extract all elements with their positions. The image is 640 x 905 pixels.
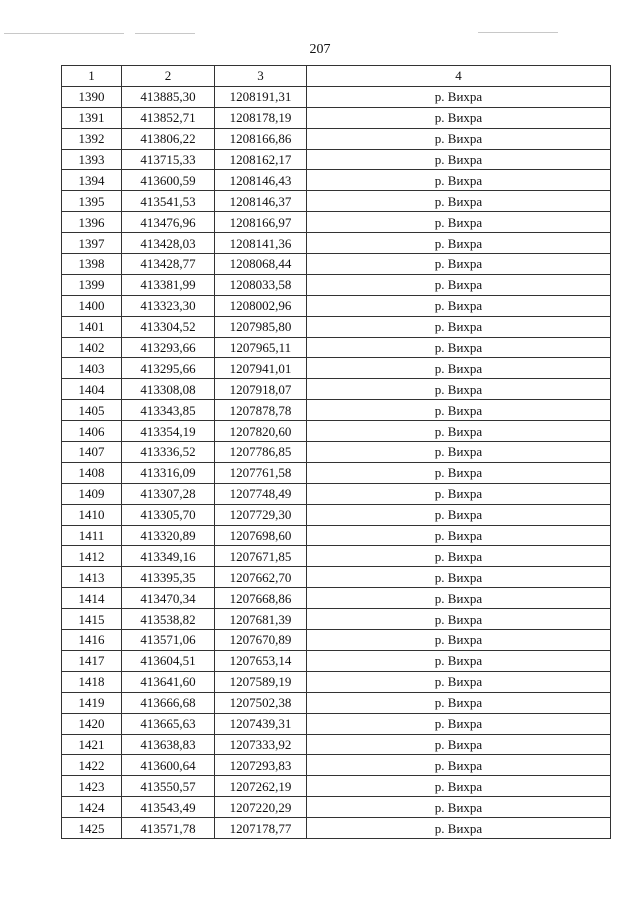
point-number-cell: 1422 (62, 755, 122, 776)
y-coordinate-cell: 1207786,85 (215, 442, 307, 463)
y-coordinate-cell: 1208146,43 (215, 170, 307, 191)
table-row (62, 254, 611, 275)
table-row (62, 483, 611, 504)
point-number-cell: 1393 (62, 149, 122, 170)
x-coordinate-cell: 413604,51 (122, 650, 215, 671)
table-row (62, 191, 611, 212)
x-coordinate-cell: 413476,96 (122, 212, 215, 233)
table-row (62, 755, 611, 776)
x-coordinate-cell: 413308,08 (122, 379, 215, 400)
y-coordinate-cell: 1207293,83 (215, 755, 307, 776)
point-number-cell: 1418 (62, 671, 122, 692)
point-number-cell: 1392 (62, 128, 122, 149)
y-coordinate-cell: 1207681,39 (215, 609, 307, 630)
x-coordinate-cell: 413641,60 (122, 671, 215, 692)
x-coordinate-cell: 413316,09 (122, 462, 215, 483)
point-number-cell: 1402 (62, 337, 122, 358)
table-row (62, 797, 611, 818)
y-coordinate-cell: 1207878,78 (215, 400, 307, 421)
x-coordinate-cell: 413538,82 (122, 609, 215, 630)
table-row (62, 212, 611, 233)
x-coordinate-cell: 413600,64 (122, 755, 215, 776)
description-cell: р. Вихра (307, 149, 611, 170)
point-number-cell: 1423 (62, 776, 122, 797)
description-cell: р. Вихра (307, 170, 611, 191)
point-number-cell: 1414 (62, 588, 122, 609)
description-cell: р. Вихра (307, 400, 611, 421)
scan-artifact (4, 33, 124, 34)
y-coordinate-cell: 1208178,19 (215, 107, 307, 128)
x-coordinate-cell: 413293,66 (122, 337, 215, 358)
point-number-cell: 1390 (62, 86, 122, 107)
point-number-cell: 1398 (62, 254, 122, 275)
description-cell: р. Вихра (307, 504, 611, 525)
y-coordinate-cell: 1207918,07 (215, 379, 307, 400)
y-coordinate-cell: 1208191,31 (215, 86, 307, 107)
table-row (62, 504, 611, 525)
point-number-cell: 1415 (62, 609, 122, 630)
description-cell: р. Вихра (307, 755, 611, 776)
table-row (62, 630, 611, 651)
table-row (62, 567, 611, 588)
table-row (62, 442, 611, 463)
y-coordinate-cell: 1208033,58 (215, 274, 307, 295)
y-coordinate-cell: 1208166,86 (215, 128, 307, 149)
column-header: 4 (307, 66, 611, 87)
x-coordinate-cell: 413354,19 (122, 421, 215, 442)
table-row (62, 295, 611, 316)
y-coordinate-cell: 1207965,11 (215, 337, 307, 358)
table-row (62, 546, 611, 567)
table-row (62, 588, 611, 609)
point-number-cell: 1396 (62, 212, 122, 233)
description-cell: р. Вихра (307, 379, 611, 400)
table-row (62, 650, 611, 671)
description-cell: р. Вихра (307, 212, 611, 233)
point-number-cell: 1413 (62, 567, 122, 588)
description-cell: р. Вихра (307, 358, 611, 379)
point-number-cell: 1419 (62, 692, 122, 713)
y-coordinate-cell: 1207333,92 (215, 734, 307, 755)
point-number-cell: 1412 (62, 546, 122, 567)
y-coordinate-cell: 1207820,60 (215, 421, 307, 442)
table-row (62, 692, 611, 713)
table-row (62, 149, 611, 170)
description-cell: р. Вихра (307, 567, 611, 588)
x-coordinate-cell: 413381,99 (122, 274, 215, 295)
table-row (62, 609, 611, 630)
description-cell: р. Вихра (307, 483, 611, 504)
coordinates-table (61, 65, 611, 839)
description-cell: р. Вихра (307, 546, 611, 567)
description-cell: р. Вихра (307, 818, 611, 839)
table-row (62, 818, 611, 839)
description-cell: р. Вихра (307, 442, 611, 463)
x-coordinate-cell: 413715,33 (122, 149, 215, 170)
description-cell: р. Вихра (307, 525, 611, 546)
point-number-cell: 1425 (62, 818, 122, 839)
y-coordinate-cell: 1208002,96 (215, 295, 307, 316)
description-cell: р. Вихра (307, 713, 611, 734)
description-cell: р. Вихра (307, 233, 611, 254)
description-cell: р. Вихра (307, 86, 611, 107)
table-row (62, 379, 611, 400)
table-row (62, 734, 611, 755)
x-coordinate-cell: 413305,70 (122, 504, 215, 525)
x-coordinate-cell: 413336,52 (122, 442, 215, 463)
description-cell: р. Вихра (307, 337, 611, 358)
point-number-cell: 1394 (62, 170, 122, 191)
x-coordinate-cell: 413666,68 (122, 692, 215, 713)
table-row (62, 525, 611, 546)
x-coordinate-cell: 413323,30 (122, 295, 215, 316)
table-row (62, 316, 611, 337)
x-coordinate-cell: 413541,53 (122, 191, 215, 212)
table-row (62, 776, 611, 797)
x-coordinate-cell: 413428,03 (122, 233, 215, 254)
point-number-cell: 1403 (62, 358, 122, 379)
point-number-cell: 1411 (62, 525, 122, 546)
table-row (62, 337, 611, 358)
x-coordinate-cell: 413806,22 (122, 128, 215, 149)
x-coordinate-cell: 413395,35 (122, 567, 215, 588)
y-coordinate-cell: 1207178,77 (215, 818, 307, 839)
description-cell: р. Вихра (307, 462, 611, 483)
x-coordinate-cell: 413550,57 (122, 776, 215, 797)
x-coordinate-cell: 413304,52 (122, 316, 215, 337)
x-coordinate-cell: 413307,28 (122, 483, 215, 504)
point-number-cell: 1391 (62, 107, 122, 128)
y-coordinate-cell: 1207671,85 (215, 546, 307, 567)
table-row (62, 86, 611, 107)
scan-artifact (135, 33, 195, 34)
table-body (62, 86, 611, 838)
description-cell: р. Вихра (307, 295, 611, 316)
y-coordinate-cell: 1207985,80 (215, 316, 307, 337)
table-row (62, 462, 611, 483)
x-coordinate-cell: 413600,59 (122, 170, 215, 191)
point-number-cell: 1397 (62, 233, 122, 254)
table-row (62, 358, 611, 379)
y-coordinate-cell: 1207502,38 (215, 692, 307, 713)
point-number-cell: 1404 (62, 379, 122, 400)
y-coordinate-cell: 1208141,36 (215, 233, 307, 254)
description-cell: р. Вихра (307, 609, 611, 630)
y-coordinate-cell: 1207729,30 (215, 504, 307, 525)
description-cell: р. Вихра (307, 107, 611, 128)
description-cell: р. Вихра (307, 274, 611, 295)
description-cell: р. Вихра (307, 734, 611, 755)
point-number-cell: 1410 (62, 504, 122, 525)
point-number-cell: 1417 (62, 650, 122, 671)
x-coordinate-cell: 413343,85 (122, 400, 215, 421)
description-cell: р. Вихра (307, 254, 611, 275)
column-header: 1 (62, 66, 122, 87)
point-number-cell: 1395 (62, 191, 122, 212)
point-number-cell: 1399 (62, 274, 122, 295)
column-header: 2 (122, 66, 215, 87)
point-number-cell: 1409 (62, 483, 122, 504)
point-number-cell: 1416 (62, 630, 122, 651)
y-coordinate-cell: 1207668,86 (215, 588, 307, 609)
page-number: 207 (309, 42, 331, 57)
point-number-cell: 1424 (62, 797, 122, 818)
point-number-cell: 1406 (62, 421, 122, 442)
table-header-row (62, 66, 611, 87)
point-number-cell: 1401 (62, 316, 122, 337)
x-coordinate-cell: 413571,06 (122, 630, 215, 651)
description-cell: р. Вихра (307, 421, 611, 442)
x-coordinate-cell: 413885,30 (122, 86, 215, 107)
y-coordinate-cell: 1207670,89 (215, 630, 307, 651)
y-coordinate-cell: 1207589,19 (215, 671, 307, 692)
table-row (62, 400, 611, 421)
point-number-cell: 1405 (62, 400, 122, 421)
table-row (62, 671, 611, 692)
x-coordinate-cell: 413543,49 (122, 797, 215, 818)
y-coordinate-cell: 1208068,44 (215, 254, 307, 275)
y-coordinate-cell: 1207761,58 (215, 462, 307, 483)
y-coordinate-cell: 1207220,29 (215, 797, 307, 818)
x-coordinate-cell: 413295,66 (122, 358, 215, 379)
y-coordinate-cell: 1207941,01 (215, 358, 307, 379)
description-cell: р. Вихра (307, 797, 611, 818)
table-row (62, 107, 611, 128)
description-cell: р. Вихра (307, 588, 611, 609)
table-row (62, 128, 611, 149)
description-cell: р. Вихра (307, 316, 611, 337)
description-cell: р. Вихра (307, 671, 611, 692)
table-row (62, 421, 611, 442)
y-coordinate-cell: 1207439,31 (215, 713, 307, 734)
scan-artifact (478, 32, 558, 33)
description-cell: р. Вихра (307, 776, 611, 797)
x-coordinate-cell: 413320,89 (122, 525, 215, 546)
x-coordinate-cell: 413665,63 (122, 713, 215, 734)
y-coordinate-cell: 1208162,17 (215, 149, 307, 170)
x-coordinate-cell: 413638,83 (122, 734, 215, 755)
table-row (62, 170, 611, 191)
point-number-cell: 1420 (62, 713, 122, 734)
y-coordinate-cell: 1207262,19 (215, 776, 307, 797)
x-coordinate-cell: 413428,77 (122, 254, 215, 275)
description-cell: р. Вихра (307, 128, 611, 149)
y-coordinate-cell: 1207748,49 (215, 483, 307, 504)
point-number-cell: 1400 (62, 295, 122, 316)
description-cell: р. Вихра (307, 692, 611, 713)
y-coordinate-cell: 1207653,14 (215, 650, 307, 671)
table-row (62, 233, 611, 254)
x-coordinate-cell: 413571,78 (122, 818, 215, 839)
column-header: 3 (215, 66, 307, 87)
table-row (62, 713, 611, 734)
x-coordinate-cell: 413470,34 (122, 588, 215, 609)
y-coordinate-cell: 1207662,70 (215, 567, 307, 588)
description-cell: р. Вихра (307, 191, 611, 212)
y-coordinate-cell: 1207698,60 (215, 525, 307, 546)
x-coordinate-cell: 413852,71 (122, 107, 215, 128)
point-number-cell: 1421 (62, 734, 122, 755)
x-coordinate-cell: 413349,16 (122, 546, 215, 567)
point-number-cell: 1408 (62, 462, 122, 483)
description-cell: р. Вихра (307, 630, 611, 651)
description-cell: р. Вихра (307, 650, 611, 671)
table-row (62, 274, 611, 295)
y-coordinate-cell: 1208166,97 (215, 212, 307, 233)
y-coordinate-cell: 1208146,37 (215, 191, 307, 212)
point-number-cell: 1407 (62, 442, 122, 463)
